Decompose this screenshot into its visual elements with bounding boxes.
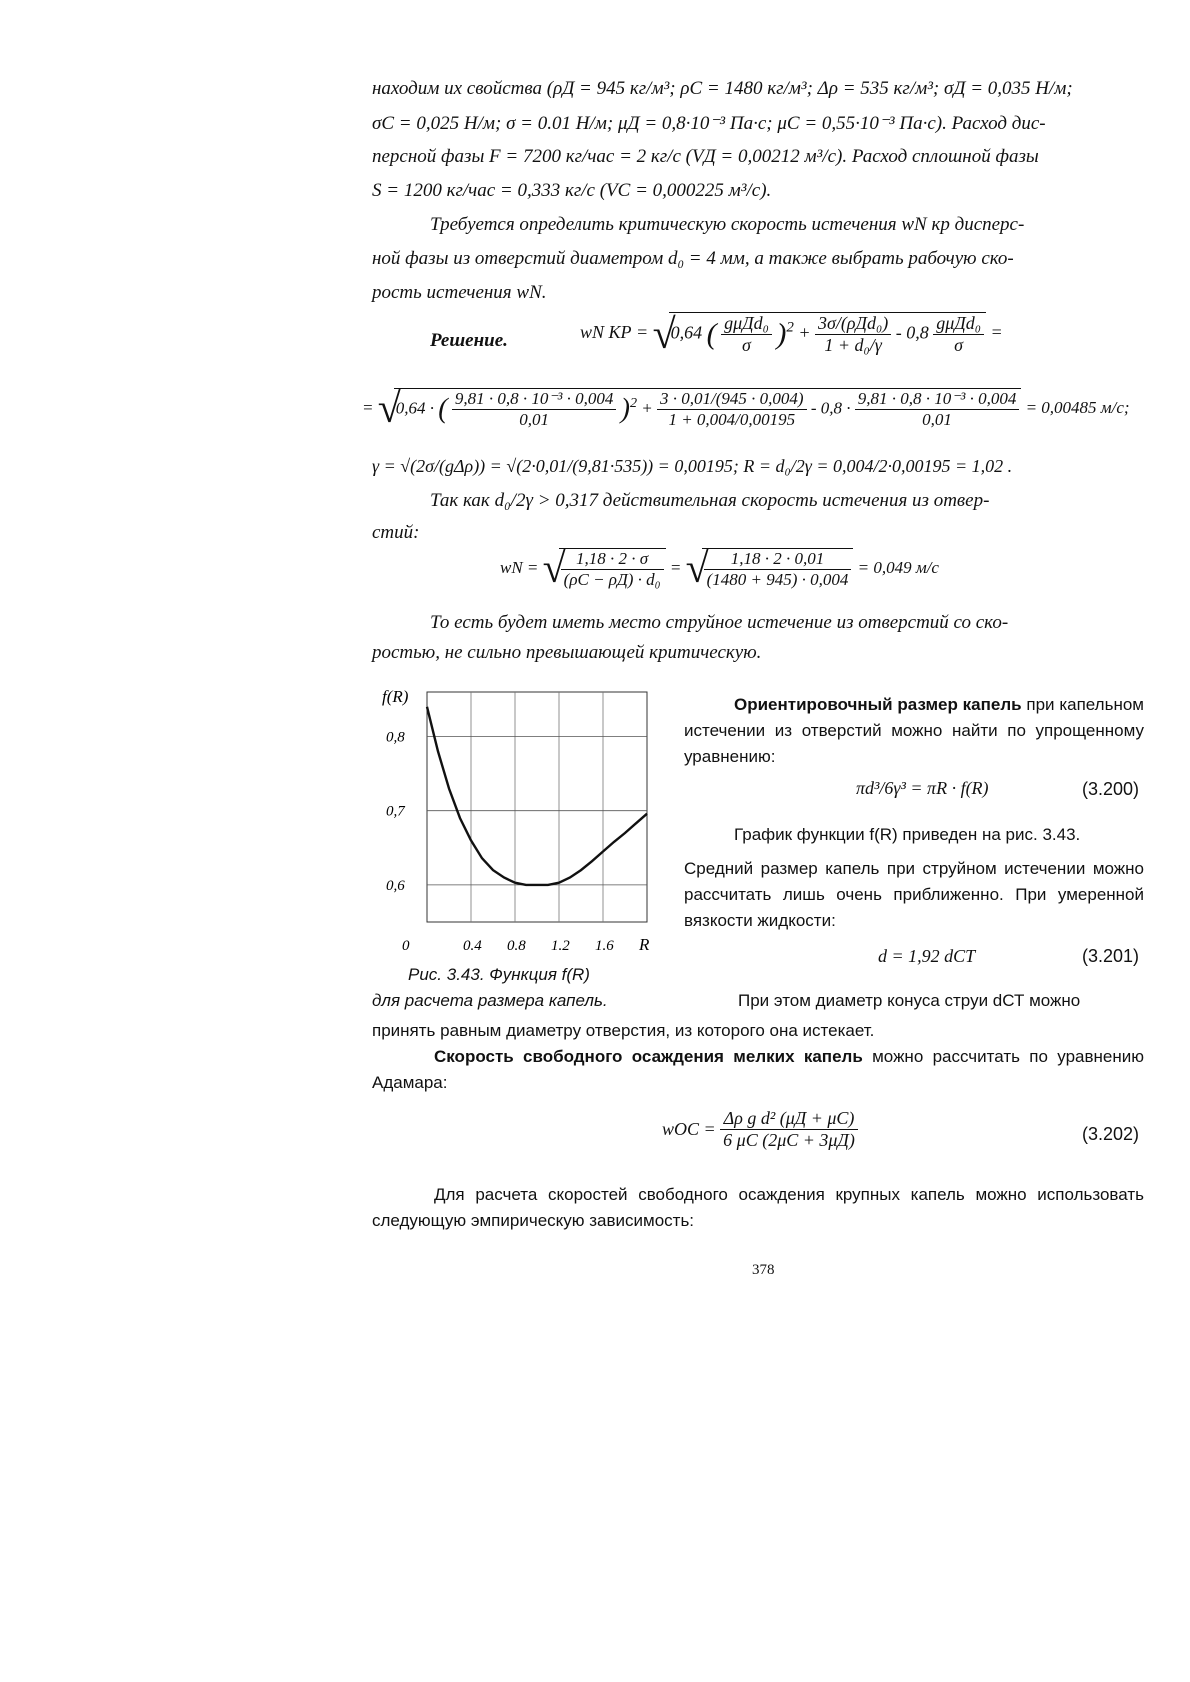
wn-f1-num: 1,18 · 2 · σ (561, 549, 664, 570)
text-line: σС = 0,025 Н/м; σ = 0.01 Н/м; μД = 0,8·10⁻³ Па·с; μС = 0,55·10⁻³ Па·с). Расход дис- (372, 113, 1046, 134)
equation-number-3-202: (3.202) (1082, 1124, 1140, 1144)
y-tick-label: 0,8 (386, 729, 405, 746)
numeric-a-num: 9,81 · 0,8 · 10⁻³ · 0,004 (452, 389, 617, 410)
eq202-lhs: wОС = (662, 1119, 716, 1139)
since-line-2: стий: (372, 522, 420, 543)
numeric-b-num: 3 · 0,01/(945 · 0,004) (657, 389, 807, 410)
equation-3-200: πd³/6γ³ = πR · f(R) (856, 778, 989, 798)
equation-number-3-201: (3.201) (1082, 946, 1140, 966)
wn-eq: = (669, 557, 682, 577)
gamma-line: γ = √(2σ/(gΔρ)) = √(2·0,01/(9,81·535)) = 0,00195; R = d₀/2γ = 0,004/2·0,00195 = 1,02 . (372, 456, 1013, 476)
x-tick-label: 1.6 (595, 938, 614, 954)
plot-frame (427, 692, 647, 922)
y-axis-label: f(R) (382, 687, 409, 706)
text-line: ной фазы из отверстий диаметром d₀ = 4 мм, а также выбрать рабочую ско- (372, 248, 1014, 269)
wn-f2-den: (1480 + 945) · 0,004 (706, 570, 849, 589)
right-p1-bold: Ориентировочный размер капель (734, 695, 1022, 714)
term2-den: 1 + d₀/γ (824, 335, 882, 355)
sqrt-sign: √ (685, 546, 709, 592)
eq202-num: Δρ g d² (μД + μС) (720, 1108, 858, 1130)
conclusion-line-1: То есть будет иметь место струйное истечение из отверстий со ско- (430, 612, 1009, 633)
numeric-result: = 0,00485 м/с; (1025, 397, 1130, 417)
term2-num: 3σ/(ρДd₀) (815, 313, 891, 335)
right-paragraph-2: График функции f(R) приведен на рис. 3.43. (734, 825, 1081, 844)
sqrt-sign: √ (542, 546, 566, 592)
hadamard-rest: можно рассчитать по уравнению Адамара: (372, 1047, 1144, 1092)
wn-f1-den: (ρС − ρД) · d₀ (563, 570, 661, 589)
numeric-c-num: 9,81 · 0,8 · 10⁻³ · 0,004 (855, 389, 1020, 410)
wn-sqrt-1 (543, 548, 666, 590)
text-line: персной фазы F = 7200 кг/час = 2 кг/с (VД = 0,00212 м³/с). Расход сплошной фазы (372, 146, 1039, 167)
equation-3-201: d = 1,92 dСТ (878, 946, 976, 966)
paragraph-continuation: принять равным диаметру отверстия, из которого она истекает. (372, 1021, 875, 1040)
right-p1-rest: при капельном истечении из отверстий можно найти по упрощенному уравнению: (684, 695, 1144, 766)
term3-den: σ (954, 335, 964, 355)
text-line: находим их свойства (ρД = 945 кг/м³; ρС = 1480 кг/м³; Δρ = 535 кг/м³; σД = 0,035 Н/м; (372, 78, 1073, 99)
numeric-formula (362, 388, 1130, 430)
sqrt-block: √ 0,64 ( $\frac{\text{gμДd₀}}{\sigma}$ )$^2$ + $\frac{\text{3σ/(ρДd₀)}}{\text{1 + d₀/γ}}$ - 0,8 $\frac{\text{gμДd₀}}{\sigma}$ (653, 312, 986, 356)
page-number: 378 (752, 1262, 775, 1278)
paragraph-hadamard (372, 1044, 1144, 1096)
since-line-1: Так как d₀/2γ > 0,317 действительная скорость истечения из отвер- (430, 490, 990, 511)
text-line: рость истечения wN. (372, 282, 547, 303)
formula-eq: = (990, 322, 1003, 343)
term1-den: σ (742, 335, 751, 355)
numeric-a-den: 0,01 (519, 410, 549, 429)
conclusion-line-2: ростью, не сильно превышающей критическую. (372, 642, 762, 663)
wn-lhs: wN = (500, 557, 539, 577)
y-tick-label: 0,7 (386, 803, 405, 820)
figure-caption-line-1: Рис. 3.43. Функция f(R) (408, 965, 590, 984)
term3-num: gμДd₀ (933, 313, 984, 335)
sqrt-sign: √ (652, 312, 676, 358)
right-paragraph-1 (684, 692, 1144, 770)
x-tick-label: 0 (402, 938, 410, 954)
numeric-c-den: 0,01 (922, 410, 952, 429)
numeric-a-pre: 0,64 · (395, 398, 434, 418)
figure-caption-line-2: для расчета размера капель. (372, 991, 608, 1010)
right-paragraph-3: Средний размер капель при струйном истечении можно рассчитать лишь очень приближенно. При умеренной вязкости жидкости: (684, 859, 1144, 930)
x-tick-label: 0.4 (463, 938, 482, 954)
x-tick-label: R (639, 935, 650, 954)
numeric-c-pre: - 0,8 · (810, 398, 851, 418)
series-line-f-r (427, 707, 647, 885)
x-tick-label: 0.8 (507, 938, 526, 954)
right-paragraph-4: При этом диаметр конуса струи dСТ можно (738, 991, 1081, 1010)
equation-number-3-200: (3.200) (1082, 779, 1140, 799)
term1-num: gμДd₀ (721, 313, 772, 335)
formula-lhs: wN КР = (580, 322, 649, 343)
wn-sqrt-2 (686, 548, 854, 590)
equation-3-202 (662, 1108, 858, 1151)
text-line: S = 1200 кг/час = 0,333 кг/с (VС = 0,000225 м³/с). (372, 180, 772, 201)
numeric-start: = (362, 397, 374, 417)
term3-pre: - 0,8 (895, 322, 929, 343)
numeric-sqrt: √ 0,64 · ( $\frac{\text{9,81 · 0,8 · 10⁻³ · 0,004}}{0,01}$ )$^2$ + $\frac{3 \cdot 0,01/(945 \cdot 0,004)}{1 + 0,004/0,00195}$ - 0,8 · $\frac{\text{9,81 · 0,8 · 10⁻³ · 0,004}}{0,01}$ (378, 388, 1022, 430)
x-tick-label: 1.2 (551, 938, 570, 954)
wn-formula (500, 548, 939, 590)
hadamard-bold: Скорость свободного осаждения мелких капель (434, 1047, 863, 1066)
term1-pre: 0,64 (670, 322, 703, 343)
text-line: Требуется определить критическую скорость истечения wN кр дисперс- (430, 214, 1025, 235)
wn-f2-num: 1,18 · 2 · 0,01 (704, 549, 852, 570)
wn-result: = 0,049 м/с (857, 557, 939, 577)
fr-chart (372, 684, 662, 964)
numeric-b-den: 1 + 0,004/0,00195 (668, 410, 796, 429)
critical-velocity-formula (580, 312, 1003, 356)
eq202-den: 6 μС (2μС + 3μД) (723, 1130, 855, 1150)
paragraph-empirical: Для расчета скоростей свободного осаждения крупных капель можно использовать следующую эмпирическую зависимость: (372, 1185, 1144, 1230)
solution-label: Решение. (430, 330, 508, 351)
y-tick-label: 0,6 (386, 877, 405, 894)
sqrt-sign: √ (377, 386, 401, 432)
